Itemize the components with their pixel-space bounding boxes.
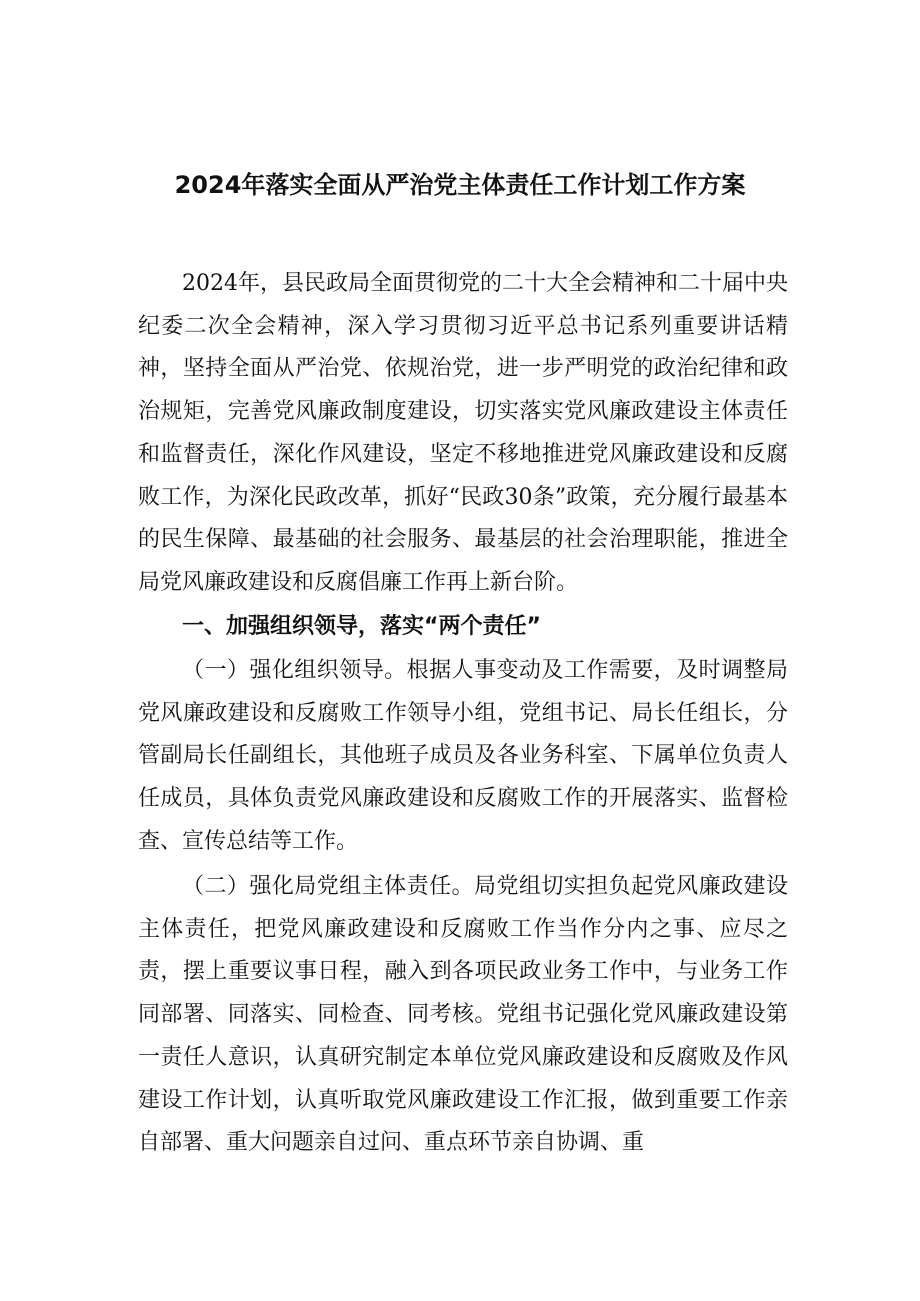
- intro-paragraph: 2024年，县民政局全面贯彻党的二十大全会精神和二十届中央纪委二次全会精神，深入学习贯彻习近平总书记系列重要讲话精神，坚持全面从严治党、依规治党，进一步严明党的政治纪律和政治规矩，完善党风廉政制度建设，切实落实党风廉政建设主体责任和监督责任，深化作风建设，坚定不移地推进党风廉政建设和反腐败工作，为深化民政改革，抓好“民政30条”政策，充分履行最基本的民生保障、最基础的社会服务、最基层的社会治理职能，推进全局党风廉政建设和反腐倡廉工作再上新台阶。: [138, 271, 788, 595]
- section-heading-1: 一、加强组织领导，落实“两个责任”: [182, 614, 541, 639]
- section-1-paragraph-2: （二）强化局党组主体责任。局党组切实担负起党风廉政建设主体责任，把党风廉政建设和反腐败工作当作分内之事、应尽之责，摆上重要议事日程，融入到各项民政业务工作中，与业务工作同部署、同落实、同检查、同考核。党组书记强化党风廉政建设第一责任人意识，认真研究制定本单位党风廉政建设和反腐败及作风建设工作计划，认真听取党风廉政建设工作汇报，做到重要工作亲自部署、重大问题亲自过问、重点环节亲自协调、重: [138, 874, 788, 1156]
- document-title: 2024年落实全面从严治党主体责任工作计划工作方案: [174, 171, 746, 199]
- section-1-paragraph-1: （一）强化组织领导。根据人事变动及工作需要，及时调整局党风廉政建设和反腐败工作领导小组，党组书记、局长任组长，分管副局长任副组长，其他班子成员及各业务科室、下属单位负责人任成员，具体负责党风廉政建设和反腐败工作的开展落实、监督检查、宣传总结等工作。: [138, 658, 788, 854]
